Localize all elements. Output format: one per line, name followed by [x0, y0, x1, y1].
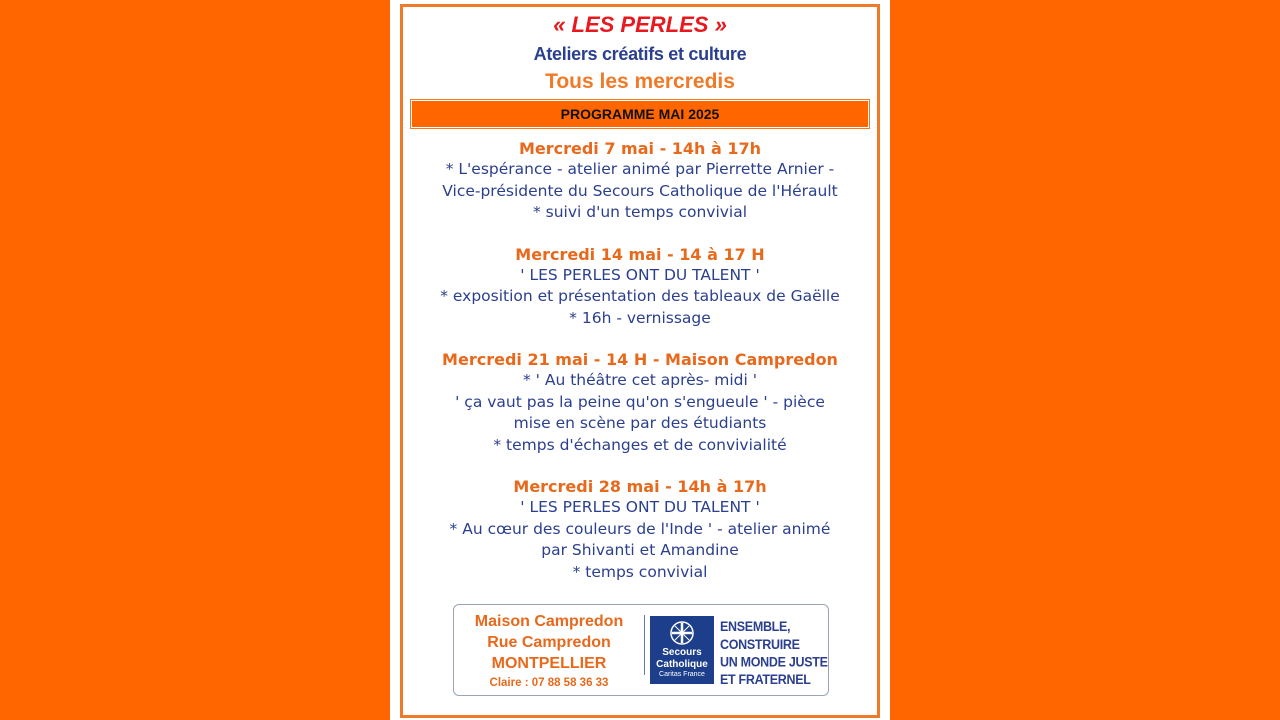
- event-line: par Shivanti et Amandine: [541, 541, 739, 559]
- slogan: [720, 618, 830, 688]
- events-list: [390, 138, 890, 603]
- contact-city: MONTPELLIER: [491, 655, 607, 672]
- slogan-line: CONSTRUIRE: [720, 636, 800, 653]
- event-line: * 16h - vernissage: [569, 308, 711, 327]
- contact-box: [453, 604, 829, 696]
- secours-catholique-logo: [650, 616, 714, 684]
- event-line: * suivi d'un temps convivial: [532, 203, 748, 221]
- program-banner: PROGRAMME MAI 2025: [411, 100, 869, 128]
- event-item: [390, 349, 890, 456]
- contact-address: [454, 611, 644, 692]
- flyer-tagline: Tous les mercredis: [545, 70, 735, 93]
- event-line: * Au cœur des couleurs de l'Inde ' - atelier animé: [449, 519, 831, 538]
- event-line: * ' Au théâtre cet après- midi ': [522, 371, 758, 389]
- logo-sub: Caritas France: [659, 671, 705, 678]
- event-heading: Mercredi 21 mai - 14 H - Maison Campredon: [442, 350, 838, 369]
- slogan-line: ET FRATERNEL: [720, 671, 811, 688]
- contact-divider: [644, 615, 645, 675]
- event-heading: Mercredi 28 mai - 14h à 17h: [513, 477, 767, 496]
- event-line: ' LES PERLES ONT DU TALENT ': [520, 498, 760, 516]
- event-line: * temps convivial: [572, 562, 708, 581]
- flyer-page: [390, 0, 890, 720]
- event-item: [390, 244, 890, 330]
- event-item: [390, 476, 890, 583]
- flyer-title: « LES PERLES »: [553, 12, 727, 37]
- contact-phone: Claire : 07 88 58 36 33: [489, 677, 609, 689]
- contact-place: Maison Campredon: [474, 613, 624, 630]
- logo-name-1: Secours: [662, 647, 702, 658]
- event-heading: Mercredi 7 mai - 14h à 17h: [518, 139, 762, 158]
- event-line: * exposition et présentation des tableaux de Gaëlle: [440, 287, 840, 305]
- event-line: ' ça vaut pas la peine qu'on s'engueule ' - pièce: [455, 392, 825, 411]
- flyer-subtitle: Ateliers créatifs et culture: [533, 44, 747, 64]
- slogan-line: ENSEMBLE,: [720, 619, 791, 635]
- slogan-line: UN MONDE JUSTE: [720, 654, 828, 670]
- event-line: ' LES PERLES ONT DU TALENT ': [520, 265, 760, 284]
- event-line: Vice-présidente du Secours Catholique de l'Hérault: [442, 181, 838, 200]
- event-line: * L'espérance - atelier animé par Pierrette Arnier -: [445, 160, 835, 178]
- event-line: * temps d'échanges et de convivialité: [493, 435, 787, 454]
- cross-icon: [669, 620, 695, 646]
- event-item: [390, 138, 890, 224]
- event-line: mise en scène par des étudiants: [513, 414, 767, 432]
- event-heading: Mercredi 14 mai - 14 à 17 H: [515, 244, 765, 264]
- logo-name-2: Catholique: [656, 659, 708, 670]
- contact-street: Rue Campredon: [487, 634, 611, 651]
